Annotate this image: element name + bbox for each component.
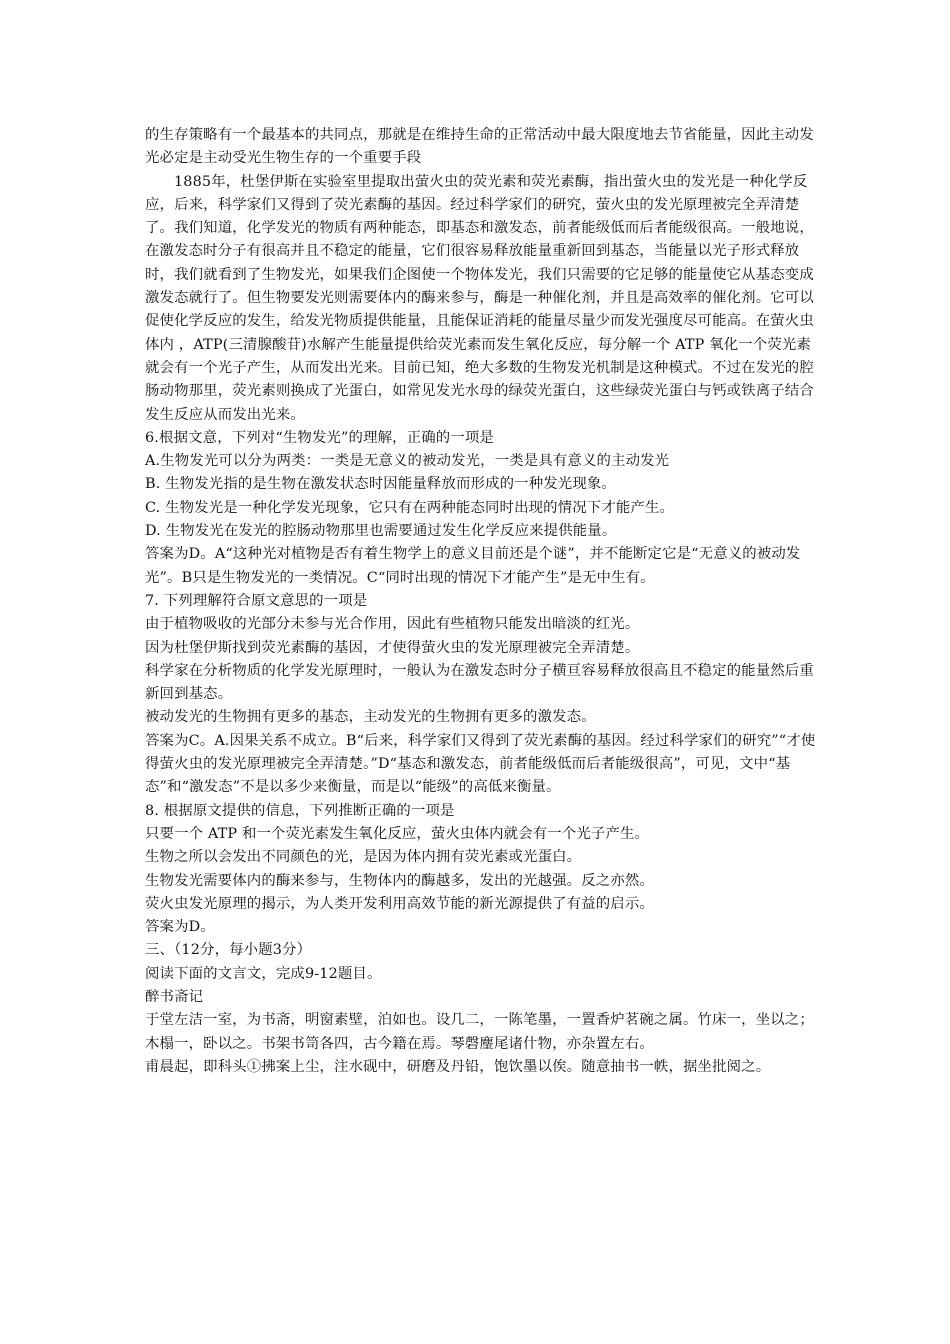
question-8-option-b: 生物之所以会发出不同颜色的光，是因为体内拥有荧光素或光蛋白。 xyxy=(145,849,582,866)
question-7-answer: 答案为C。A.因果关系不成立。B“后来，科学家们又得到了荧光素酶的基因。经过科学家们的研究”“才使得萤火虫的发光原理被完全弄清楚。”D“基态和激发态，前者能级低而后者能级很高”，可见，文中“基态”和“激发态”不是以多少来衡量，而是以“能级”的高低来衡量。 xyxy=(145,732,816,796)
question-8-option-d: 荧火虫发光原理的揭示，为人类开发利用高效节能的新光源提供了有益的启示。 xyxy=(145,895,654,912)
classical-text-paragraph-1: 于堂左洁一室，为书斋，明窗素壁，泊如也。设几二，一陈笔墨，一置香炉茗碗之属。竹床一，坐以之；木榻一，卧以之。书架书笥各四，古今籍在焉。琴磬麈尾诸什物，亦杂置左右。 xyxy=(145,1012,814,1052)
question-7-option-a: 由于植物吸收的光部分未参与光合作用，因此有些植物只能发出暗淡的红光。 xyxy=(145,616,640,633)
question-8-answer: 答案为D。 xyxy=(145,919,215,936)
classical-text-paragraph-2: 甫晨起，即科头①拂案上尘，注水砚中，研磨及丹铅，饱饮墨以俟。随意抽书一帙，据坐批阅之。 xyxy=(145,1058,771,1075)
question-8-stem: 8. 根据原文提供的信息，下列推断正确的一项是 xyxy=(145,802,455,819)
question-6-option-a: A.生物发光可以分为两类：一类是无意义的被动发光，一类是具有意义的主动发光 xyxy=(145,453,670,470)
section-3-instruction: 阅读下面的文言文，完成9-12题目。 xyxy=(145,965,382,982)
classical-text-title: 醉书斋记 xyxy=(145,988,204,1005)
question-7-option-b: 因为杜堡伊斯找到荧光素酶的基因，才使得萤火虫的发光原理被完全弄清楚。 xyxy=(145,639,640,656)
question-7-option-d: 被动发光的生物拥有更多的基态，主动发光的生物拥有更多的激发态。 xyxy=(145,709,596,726)
question-6-option-d: D. 生物发光在发光的腔肠动物那里也需要通过发生化学反应来提供能量。 xyxy=(145,523,617,540)
question-8-option-c: 生物发光需要体内的酶来参与，生物体内的酶越多，发出的光越强。反之亦然。 xyxy=(145,872,654,889)
paragraph-intro-fragment: 的生存策略有一个最基本的共同点，那就是在维持生命的正常活动中最大限度地去节省能量，因此主动发光必定是主动受光生物生存的一个重要手段 xyxy=(145,127,814,167)
question-6-option-c: C. 生物发光是一种化学发光现象，它只有在两种能态同时出现的情况下才能产生。 xyxy=(145,499,675,516)
question-8-option-a: 只要一个 ATP 和一个荧光素发生氧化反应，萤火虫体内就会有一个光子产生。 xyxy=(145,825,650,842)
question-6-stem: 6.根据文意，下列对“生物发光”的理解，正确的一项是 xyxy=(145,429,494,446)
paragraph-firefly-principle: 1885年，杜堡伊斯在实验室里提取出萤火虫的荧光素和荧光素酶，指出萤火虫的发光是一种化学反应，后来，科学家们又得到了荧光素酶的基因。经过科学家们的研究，萤火虫的发光原理被完全弄清楚了。我们知道，化学发光的物质有两种能态，即基态和激发态，前者能级低而后者能级很高。一般地说，在激发态时分子有很高并且不稳定的能量，它们很容易释放能量重新回到基态，当能量以光子形式释放时，我们就看到了生物发光，如果我们企图使一个物体发光，我们只需要的它足够的能量使它从基态变成激发态就行了。但生物要发光则需要体内的酶来参与，酶是一种催化剂，并且是高效率的催化剂。它可以促使化学反应的发生，给发光物质提供能量，且能保证消耗的能量尽量少而发光强度尽可能高。在萤火虫体内 ，ATP(三清腺酸苷)水解产生能量提供给荧光素而发生氧化反应，每分解一个 ATP 氧化一个荧光素就会有一个光子产生，从而发出光来。目前已知，绝大多数的生物发光机制是这种模式。不过在发光的腔肠动物那里，荧光素则换成了光蛋白，如常见发光水母的绿荧光蛋白，这些绿荧光蛋白与钙或铁离子结合发生反应从而发出光来。 xyxy=(145,173,814,423)
section-3-heading: 三、（12分，每小题3分） xyxy=(145,942,312,959)
question-7-option-c: 科学家在分析物质的化学发光原理时，一般认为在激发态时分子横亘容易释放很高且不稳定的能量然后重新回到基态。 xyxy=(145,662,814,703)
question-6-option-b: B. 生物发光指的是生物在激发状态时因能量释放而形成的一种发光现象。 xyxy=(145,476,616,493)
question-6-answer: 答案为D。A“这种光对植物是否有着生物学上的意义目前还是个谜”，并不能断定它是“无意义的被动发光”。B只是生物发光的一类情况。C“同时出现的情况下才能产生”是无中生有。 xyxy=(145,546,801,586)
document-page xyxy=(145,124,825,1079)
question-7-stem: 7. 下列理解符合原文意思的一项是 xyxy=(145,592,368,609)
